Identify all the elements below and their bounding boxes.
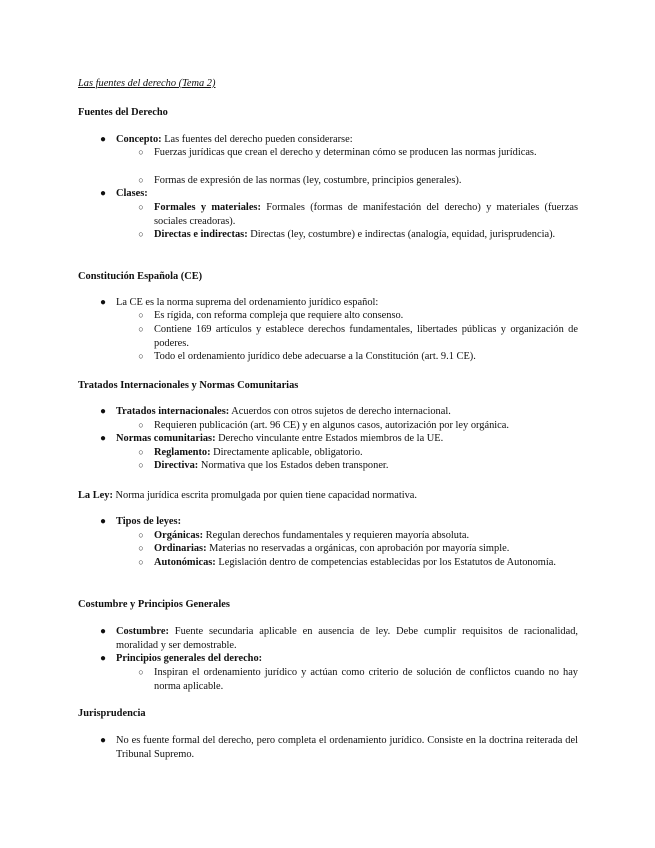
item-text: Contiene 169 artículos y establece derechos fundamentales, libertades públicas y organización de poderes. — [154, 324, 578, 349]
item-text: Las fuentes del derecho pueden considerarse: — [161, 134, 353, 145]
document-title: Las fuentes del derecho (Tema 2) — [78, 78, 216, 89]
circle-bullet-icon: ○ — [138, 543, 144, 553]
item-text: Inspiran el ordenamiento jurídico y actúan como criterio de solución de conflictos cuando no hay norma aplicable. — [154, 667, 578, 692]
list-item-ce — [99, 296, 578, 310]
bullet-icon: ● — [99, 653, 107, 664]
item-text: Legislación dentro de competencias establecidas por los Estatutos de Autonomía. — [215, 557, 556, 568]
item-text: Directamente aplicable, obligatorio. — [210, 447, 363, 458]
list-item-tipos-leyes — [99, 515, 578, 529]
circle-bullet-icon: ○ — [138, 420, 144, 430]
item-text: Fuente secundaria aplicable en ausencia de ley. Debe cumplir requisitos de racionalidad, moralidad y ser demostrable. — [116, 626, 578, 651]
list-item-concepto-sub-2 — [138, 174, 578, 188]
paragraph-la-ley — [78, 489, 578, 503]
circle-bullet-icon: ○ — [138, 351, 144, 361]
list-item-principios-sub — [138, 666, 578, 693]
circle-bullet-icon: ○ — [138, 530, 144, 540]
item-label: Orgánicas: — [154, 530, 204, 541]
list-item-principios — [99, 652, 578, 666]
item-text: Fuerzas jurídicas que crean el derecho y determinan cómo se producen las normas jurídicas. — [154, 147, 537, 158]
bullet-icon: ● — [99, 134, 107, 145]
circle-bullet-icon: ○ — [138, 447, 144, 457]
item-label: Formales y materiales: — [154, 202, 261, 213]
section-heading-jurisprudencia: Jurisprudencia — [78, 708, 146, 719]
bullet-icon: ● — [99, 297, 107, 308]
section-heading-constitucion: Constitución Española (CE) — [78, 271, 203, 282]
bullet-icon: ● — [99, 735, 107, 746]
list-item-concepto-sub-1 — [138, 146, 578, 160]
item-text: Derecho vinculante entre Estados miembros de la UE. — [215, 433, 444, 444]
list-item-organicas — [138, 529, 578, 543]
list-item-ce-sub-3 — [138, 350, 578, 364]
circle-bullet-icon: ○ — [138, 460, 144, 470]
section-heading-fuentes: Fuentes del Derecho — [78, 107, 168, 118]
item-text: Materias no reservadas a orgánicas, con aprobación por mayoría simple. — [206, 543, 510, 554]
bullet-icon: ● — [99, 188, 107, 199]
item-label: Concepto: — [116, 134, 162, 145]
paragraph-text: Norma jurídica escrita promulgada por quien tiene capacidad normativa. — [112, 490, 418, 501]
item-label: Reglamento: — [154, 447, 211, 458]
item-text: Formales (formas de manifestación del derecho) y materiales (fuerzas sociales creadoras). — [154, 202, 578, 227]
item-text: No es fuente formal del derecho, pero completa el ordenamiento jurídico. Consiste en la doctrina reiterada del Tribunal Supremo. — [116, 735, 578, 760]
item-label: Directiva: — [154, 460, 199, 471]
circle-bullet-icon: ○ — [138, 202, 144, 212]
item-label: Tratados internacionales: — [116, 406, 230, 417]
list-item-normas-comunitarias — [99, 432, 578, 446]
section-heading-costumbre: Costumbre y Principios Generales — [78, 599, 230, 610]
item-text: Directas (ley, costumbre) e indirectas (analogía, equidad, jurisprudencia). — [247, 229, 556, 240]
list-item-directiva — [138, 459, 578, 473]
circle-bullet-icon: ○ — [138, 147, 144, 157]
circle-bullet-icon: ○ — [138, 557, 144, 567]
list-item-ce-sub-1 — [138, 309, 578, 323]
item-label: Directas e indirectas: — [154, 229, 248, 240]
item-text: La CE es la norma suprema del ordenamiento jurídico español: — [116, 297, 379, 308]
bullet-icon: ● — [99, 433, 107, 444]
paragraph-label: La Ley: — [78, 490, 113, 501]
circle-bullet-icon: ○ — [138, 175, 144, 185]
list-item-autonomicas — [138, 556, 578, 570]
item-label: Principios generales del derecho: — [116, 653, 263, 664]
item-label: Clases: — [116, 188, 148, 199]
list-item-tratados-sub — [138, 419, 578, 433]
list-item-directas — [138, 228, 578, 242]
item-text: Es rígida, con reforma compleja que requiere alto consenso. — [154, 310, 404, 321]
bullet-icon: ● — [99, 516, 107, 527]
item-text: Formas de expresión de las normas (ley, costumbre, principios generales). — [154, 175, 462, 186]
bullet-icon: ● — [99, 406, 107, 417]
item-label: Autonómicas: — [154, 557, 216, 568]
list-item-concepto — [99, 133, 578, 147]
item-label: Costumbre: — [116, 626, 169, 637]
item-text: Todo el ordenamiento jurídico debe adecuarse a la Constitución (art. 9.1 CE). — [154, 351, 476, 362]
list-item-tratados — [99, 405, 578, 419]
circle-bullet-icon: ○ — [138, 324, 144, 334]
section-heading-tratados: Tratados Internacionales y Normas Comunitarias — [78, 380, 299, 391]
list-item-jurisprudencia — [99, 734, 578, 761]
circle-bullet-icon: ○ — [138, 667, 144, 677]
list-item-formales — [138, 201, 578, 228]
item-text: Regulan derechos fundamentales y requieren mayoría absoluta. — [203, 530, 470, 541]
list-item-reglamento — [138, 446, 578, 460]
item-label: Normas comunitarias: — [116, 433, 216, 444]
circle-bullet-icon: ○ — [138, 229, 144, 239]
list-item-costumbre — [99, 625, 578, 652]
item-label: Ordinarias: — [154, 543, 207, 554]
list-item-clases — [99, 187, 578, 201]
list-item-ordinarias — [138, 542, 578, 556]
bullet-icon: ● — [99, 626, 107, 637]
circle-bullet-icon: ○ — [138, 310, 144, 320]
item-text: Acuerdos con otros sujetos de derecho internacional. — [229, 406, 451, 417]
item-label: Tipos de leyes: — [116, 516, 182, 527]
list-item-ce-sub-2 — [138, 323, 578, 350]
item-text: Requieren publicación (art. 96 CE) y en algunos casos, autorización por ley orgánica. — [154, 420, 509, 431]
item-text: Normativa que los Estados deben transponer. — [198, 460, 389, 471]
